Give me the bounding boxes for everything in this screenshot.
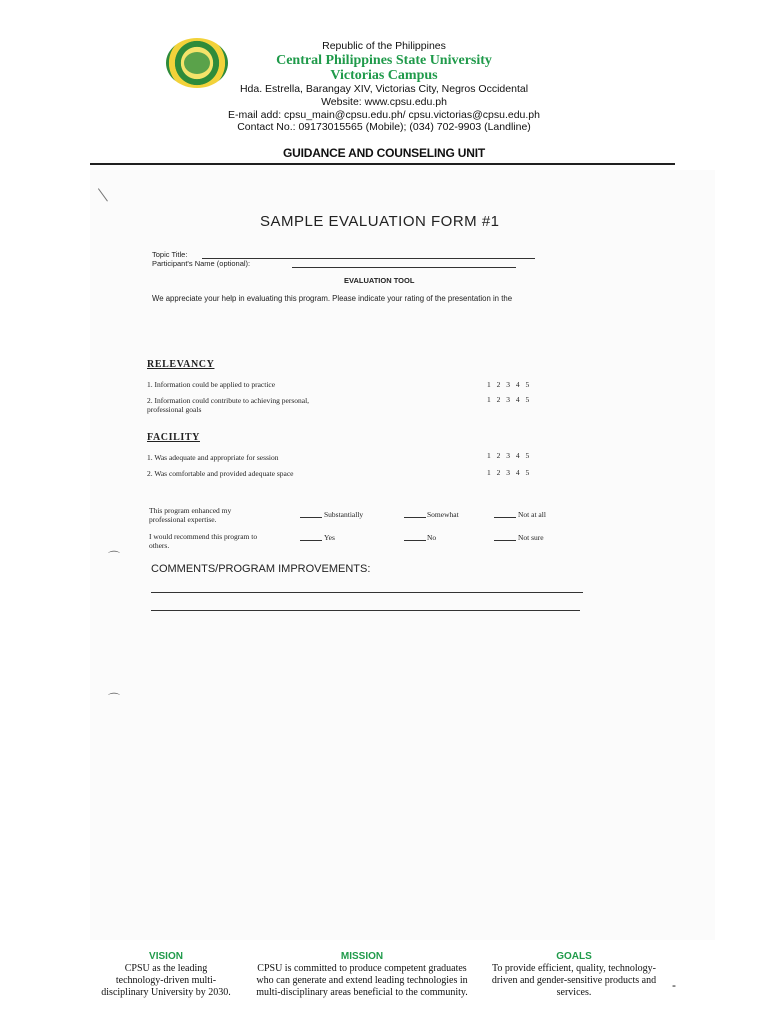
form-title: SAMPLE EVALUATION FORM #1 [260,213,500,230]
unit-title: GUIDANCE AND COUNSELING UNIT [283,146,485,160]
pen-stroke-mark: / [90,185,115,205]
university-name: Central Philippines State University [276,53,492,68]
participant-name-label: Participant's Name (optional): [152,259,251,268]
scanned-form-area [90,170,715,940]
scan-mark-2: ⌒ [108,692,121,706]
enhanced-opt1-label: Substantially [324,510,364,519]
scan-mark-1: ⌒ [108,550,121,564]
topic-title-label: Topic Title: [152,250,188,259]
comments-line-2[interactable] [151,610,580,611]
enhanced-opt2-label: Somewhat [427,510,459,519]
recommend-opt1-label: Yes [324,533,335,542]
facility-section-title: FACILITY [147,432,200,443]
recommend-opt1-blank[interactable] [300,540,322,541]
republic-line: Republic of the Philippines [322,40,446,52]
relevancy-item-2: 2. Information could contribute to achieving personal, professional goals [147,396,310,414]
facility-item-1: 1. Was adequate and appropriate for session [147,453,279,462]
enhanced-opt3-blank[interactable] [494,517,516,518]
comments-line-1[interactable] [151,592,583,593]
recommend-opt2-label: No [427,533,437,542]
vision-text: CPSU as the leading technology-driven multi-disciplinary University by 2030. [101,963,231,998]
contact-line: Contact No.: 09173015565 (Mobile); (034) 702-9903 (Landline) [237,121,531,133]
recommend-opt3-label: Not sure [518,533,544,542]
recommend-opt2-blank[interactable] [404,540,426,541]
relevancy-item-1: 1. Information could be applied to practice [147,380,276,389]
address-line: Hda. Estrella, Barangay XIV, Victorias City, Negros Occidental [239,83,529,95]
goals-title: GOALS [556,951,592,962]
enhanced-opt3-label: Not at all [518,510,546,519]
mission-title: MISSION [340,951,384,962]
recommend-opt3-blank[interactable] [494,540,516,541]
vision-title: VISION [149,951,183,962]
footer-dash: - [672,978,676,992]
mission-text: CPSU is committed to produce competent graduates who can generate and extend leading technologies in multi-disciplinary areas beneficial to the community. [256,963,468,998]
enhanced-question-label: This program enhanced my professional expertise. [149,506,232,524]
relevancy-section-title: RELEVANCY [147,359,215,370]
campus-name: Victorias Campus [330,68,438,83]
enhanced-opt1-blank[interactable] [300,517,322,518]
topic-title-line[interactable] [202,258,535,259]
goals-text: To provide efficient, quality, technology-driven and gender-sensitive products and services. [491,963,657,998]
recommend-question-label: I would recommend this program to others. [149,532,258,550]
email-line: E-mail add: cpsu_main@cpsu.edu.ph/ cpsu.victorias@cpsu.edu.ph [228,109,540,121]
facility-item-1-scale[interactable]: 1 2 3 4 5 [487,451,530,460]
participant-name-line[interactable] [292,267,516,268]
facility-item-2: 2. Was comfortable and provided adequate space [147,469,294,478]
website-line: Website: www.cpsu.edu.ph [321,96,447,108]
header-divider [90,163,675,165]
evaluation-tool-title: EVALUATION TOOL [344,276,415,285]
relevancy-item-1-scale[interactable]: 1 2 3 4 5 [487,380,530,389]
relevancy-item-2-scale[interactable]: 1 2 3 4 5 [487,395,530,404]
comments-label: COMMENTS/PROGRAM IMPROVEMENTS: [151,563,371,575]
enhanced-opt2-blank[interactable] [404,517,426,518]
intro-text: We appreciate your help in evaluating this program. Please indicate your rating of the presentation in the [152,294,513,303]
facility-item-2-scale[interactable]: 1 2 3 4 5 [487,468,530,477]
